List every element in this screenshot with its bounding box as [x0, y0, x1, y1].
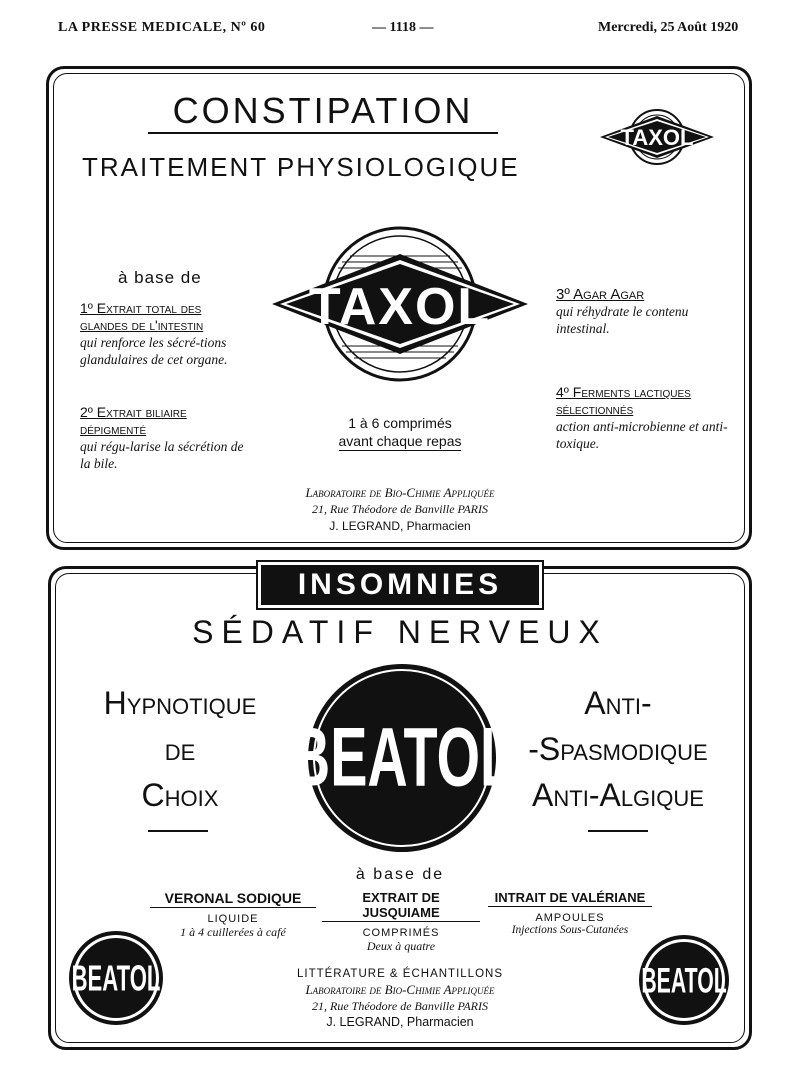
ad2-right-claims [510, 680, 726, 818]
ad2-ingredient-1-dose: 1 à 4 cuillerées à café [180, 925, 286, 939]
ad2-left-claims [82, 680, 278, 818]
ad1-laboratory [220, 484, 580, 535]
ad2-ingredient-1 [150, 890, 316, 940]
beatol-badge-right-text: BEATOL [641, 962, 727, 1001]
beatol-main-logo [289, 662, 515, 854]
ad2-title: SÉDATIF NERVEUX [192, 614, 608, 650]
ad2-literature: LITTÉRATURE & ÉCHANTILLONS [297, 968, 503, 980]
ad2-right-line-1: Anti- [584, 685, 652, 721]
taxol-main-logo [270, 226, 530, 382]
ad2-ingredient-2-name: EXTRAIT DE JUSQUIAME [322, 890, 480, 922]
ad1-item-4-text: action anti-microbienne et anti-toxique. [556, 419, 728, 451]
taxol-small-logo-text: TAXOL [620, 125, 694, 150]
header-page-number: — 1118 — [372, 20, 434, 35]
ad2-ingredient-3 [488, 890, 652, 936]
header-journal: LA PRESSE MEDICALE, Nº 60 [58, 20, 266, 35]
ad2-ingredient-2-dose: Deux à quatre [366, 939, 436, 953]
ad2-left-rule [148, 830, 208, 832]
ad1-title: CONSTIPATION [148, 90, 498, 134]
ad1-item-4-head: 4º Ferments lactiques sélectionnés [556, 384, 691, 417]
ad1-item-3-text: qui réhydrate le contenu intestinal. [556, 304, 689, 336]
ad1-item-1-head: 1º Extrait total des glandes de l'intestin [80, 300, 204, 333]
ad1-item-3-head: 3º Agar Agar [556, 286, 645, 303]
ad1-subtitle: TRAITEMENT PHYSIOLOGIQUE [82, 152, 520, 182]
ad2-right-line-3: Anti-Algique [532, 777, 704, 813]
taxol-small-logo [598, 108, 716, 166]
ad2-right-line-2: -Spasmodique [528, 731, 708, 767]
ad2-ingredient-3-name: INTRAIT DE VALÉRIANE [488, 890, 652, 907]
ad1-item-3 [556, 286, 726, 337]
ad2-lab-pharmacist: J. LEGRAND, Pharmacien [326, 1015, 474, 1029]
beatol-main-logo-text: BEATOL [289, 711, 515, 805]
ad1-item-1-text: qui renforce les sécré-tions glandulaires de cet organe. [80, 335, 228, 367]
ad1-dosage-line-2: avant chaque repas [338, 433, 462, 449]
ad2-ingredient-2-form: COMPRIMÉS [362, 927, 440, 939]
ad1-base-de: à base de [118, 268, 202, 287]
ad1-item-2-text: qui régu-larise la sécrétion de la bile. [80, 439, 244, 471]
ad1-lab-address: 21, Rue Théodore de Banville PARIS [312, 502, 488, 516]
header-date: Mercredi, 25 Août 1920 [598, 20, 739, 35]
ad2-left-line-1: Hypnotique [103, 685, 257, 721]
ad1-item-4 [556, 384, 728, 452]
ad1-dosage-line-1: 1 à 6 comprimés [348, 415, 452, 431]
ad2-left-line-3: Choix [141, 777, 219, 813]
ad2-ingredient-1-name: VERONAL SODIQUE [150, 890, 316, 908]
ad1-lab-pharmacist: J. LEGRAND, Pharmacien [329, 519, 471, 533]
ad1-item-2-head: 2º Extrait biliaire dépigmenté [80, 404, 187, 437]
ad1-item-1 [80, 300, 250, 368]
ad2-right-rule [588, 830, 648, 832]
ad2-lab-name: Laboratoire de Bio-Chimie Appliquée [305, 982, 495, 997]
ad1-item-2 [80, 404, 250, 472]
beatol-badge-left-text: BEATOL [71, 958, 161, 999]
ad2-ingredient-3-form: AMPOULES [535, 912, 605, 924]
ad2-left-line-2: de [164, 731, 196, 767]
beatol-badge-right [638, 934, 730, 1026]
ad2-ingredient-2 [322, 890, 480, 954]
taxol-main-logo-text: TAXOL [308, 278, 492, 336]
ad1-dosage [320, 414, 480, 451]
ad2-base-de: à base de [355, 866, 445, 883]
beatol-badge-left [68, 930, 164, 1026]
ad2-laboratory [220, 966, 580, 1030]
ad2-ingredient-1-form: LIQUIDE [207, 913, 259, 925]
ad2-lab-address: 21, Rue Théodore de Banville PARIS [312, 999, 488, 1013]
ad2-banner: INSOMNIES [258, 562, 542, 608]
ad1-lab-name: Laboratoire de Bio-Chimie Appliquée [305, 485, 495, 500]
ad2-ingredient-3-dose: Injections Sous-Cutanées [511, 924, 629, 936]
